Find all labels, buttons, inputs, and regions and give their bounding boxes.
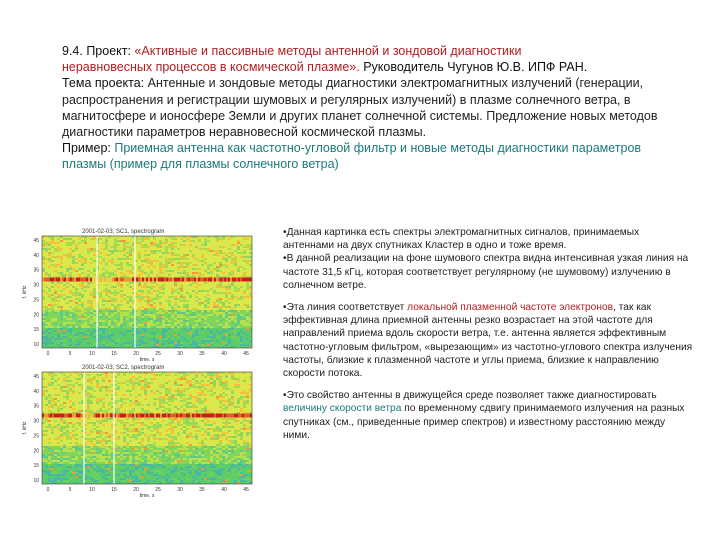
y-axis-label: f, kHz: [22, 285, 28, 299]
example-label: Пример:: [62, 141, 115, 156]
plasma-line-mark: [178, 413, 180, 417]
project-leader: Руководитель Чугунов Ю.В. ИПФ РАН.: [359, 60, 588, 75]
plasma-line-mark: [104, 413, 106, 417]
plasma-line-mark: [190, 277, 192, 281]
plasma-line-mark: [208, 413, 210, 417]
y-tick-label: 40: [33, 388, 39, 395]
plasma-line-mark: [188, 413, 190, 417]
bullet-4-text-b: по временному сдвигу принимаемого излучения на разных спутниках (см., приведенные пример спектров) и известному расстоянию между ними.: [283, 403, 685, 441]
plasma-line-mark: [82, 277, 84, 281]
plasma-line-mark: [226, 277, 228, 281]
plasma-line-mark: [44, 413, 46, 417]
bullet-4-text-a: •Это свойство антенны в движущейся среде позволяет также диагностировать: [283, 390, 657, 402]
x-tick-label: 5: [68, 351, 72, 357]
plasma-line-mark: [198, 277, 200, 281]
plasma-line-mark: [166, 277, 168, 281]
plasma-line-mark: [210, 277, 212, 281]
plasma-line-mark: [62, 277, 64, 281]
x-axis-label: time, s: [139, 493, 155, 497]
y-tick-label: 10: [33, 478, 39, 484]
plasma-line-mark: [58, 277, 60, 281]
plasma-line-mark: [80, 413, 82, 417]
plasma-line-mark: [222, 277, 224, 281]
plasma-line-mark: [196, 413, 198, 417]
plasma-line-mark: [50, 413, 52, 417]
plasma-line-mark: [116, 277, 118, 281]
plasma-line-mark: [70, 413, 72, 417]
y-axis-label: f, kHz: [22, 421, 28, 435]
spectrogram-sc1-plot: [20, 226, 255, 361]
bullet-4: [283, 389, 693, 442]
plasma-line-mark: [90, 413, 92, 417]
plasma-line-mark: [110, 277, 112, 281]
plasma-line-mark: [132, 277, 134, 281]
plasma-line-mark: [212, 413, 214, 417]
plasma-line-mark: [242, 277, 244, 281]
x-tick-label: 20: [133, 351, 139, 357]
plasma-line-mark: [176, 413, 178, 417]
plasma-line-mark: [128, 413, 130, 417]
plasma-line-mark: [140, 413, 142, 417]
wind-speed-highlight: величину скорости ветра: [283, 403, 402, 415]
plasma-line-mark: [228, 277, 230, 281]
plasma-line-mark: [46, 277, 48, 281]
plasma-line-mark: [240, 413, 242, 417]
plasma-line-mark: [170, 413, 172, 417]
plasma-line-mark: [174, 277, 176, 281]
plasma-line-mark: [212, 277, 214, 281]
plasma-line-mark: [100, 277, 102, 281]
plasma-line-mark: [76, 413, 78, 417]
plasma-line-mark: [64, 413, 66, 417]
plasma-line-mark: [244, 277, 246, 281]
bullet-2: •В данной реализации на фоне шумового спектра видна интенсивная узкая линия на частоте 31,5 кГц, которая соответствует регулярному (не шумовому) излучению в солнечном ветре.: [283, 253, 689, 291]
plasma-line-mark: [180, 413, 182, 417]
plasma-line-mark: [150, 277, 152, 281]
plasma-line-mark: [116, 413, 118, 417]
plasma-line-mark: [148, 413, 150, 417]
plasma-line-mark: [152, 277, 154, 281]
plasma-line-mark: [234, 413, 236, 417]
plasma-line-mark: [170, 277, 172, 281]
plasma-line-mark: [224, 413, 226, 417]
x-axis-label: time, s: [139, 357, 155, 361]
plasma-line-mark: [50, 277, 52, 281]
plasma-frequency-highlight: локальной плазменной частоте электронов: [407, 302, 614, 314]
plasma-line-mark: [218, 277, 220, 281]
plasma-line-mark: [70, 277, 72, 281]
plasma-line-mark: [214, 413, 216, 417]
plasma-line-mark: [186, 277, 188, 281]
plasma-line-mark: [124, 277, 126, 281]
plasma-line-mark: [214, 277, 216, 281]
plasma-line-mark: [160, 277, 162, 281]
y-tick-label: 35: [33, 267, 39, 274]
plasma-line-mark: [46, 413, 48, 417]
plasma-line-mark: [230, 413, 232, 417]
plasma-line-mark: [124, 413, 126, 417]
plasma-line-mark: [118, 413, 120, 417]
x-tick-label: 10: [89, 351, 95, 357]
plasma-line-mark: [248, 277, 250, 281]
y-tick-label: 15: [33, 463, 39, 470]
plasma-line-mark: [60, 277, 62, 281]
plasma-line-mark: [208, 277, 210, 281]
spectrogram-title: 2001-02-03, SC2, spectrogram: [82, 365, 165, 371]
plasma-line-mark: [58, 413, 60, 417]
plasma-line-mark: [194, 413, 196, 417]
plasma-line-mark: [162, 277, 164, 281]
plasma-line-mark: [164, 413, 166, 417]
plasma-line-mark: [102, 413, 104, 417]
plasma-line-mark: [160, 413, 162, 417]
plasma-line-mark: [104, 277, 106, 281]
x-tick-label: 30: [177, 351, 183, 357]
plasma-line-mark: [198, 413, 200, 417]
plasma-line-mark: [230, 277, 232, 281]
plasma-line-mark: [122, 277, 124, 281]
spectrogram-title: 2001-02-03, SC1, spectrogram: [82, 229, 165, 235]
plasma-line-mark: [158, 413, 160, 417]
plasma-line-mark: [184, 277, 186, 281]
x-tick-label: 0: [46, 487, 50, 493]
example-text: Приемная антенна как частотно-угловой фильтр и новые методы диагностики параметров плазмы (пример для плазмы солнечного ветра): [62, 141, 642, 172]
plasma-line-mark: [112, 277, 114, 281]
plasma-line-mark: [56, 277, 58, 281]
plasma-line-mark: [86, 277, 88, 281]
plasma-line-mark: [188, 277, 190, 281]
plasma-line-mark: [120, 413, 122, 417]
y-tick-label: 45: [33, 238, 39, 244]
plasma-line-mark: [244, 413, 246, 417]
plasma-line-mark: [148, 277, 150, 281]
plasma-line-mark: [110, 413, 112, 417]
plasma-line-mark: [164, 277, 166, 281]
plasma-line-mark: [62, 413, 64, 417]
y-tick-label: 20: [33, 312, 39, 319]
plasma-line-mark: [142, 277, 144, 281]
plasma-line-mark: [142, 413, 144, 417]
plasma-line-mark: [246, 413, 248, 417]
plasma-line-mark: [64, 277, 66, 281]
plasma-line-mark: [130, 277, 132, 281]
plasma-line-mark: [226, 413, 228, 417]
spectrogram-sc1: [20, 226, 255, 361]
plasma-line-mark: [72, 277, 74, 281]
plasma-line-mark: [54, 277, 56, 281]
plasma-line-mark: [44, 277, 46, 281]
bullet-3-text-b: , так как эффективная длина приемной антенны резко возрастает на этой частоте для направлений приема вдоль скорости ветра, т.е. антенна является эффективным частотно-угловым фильтром, «вырезающим» из частотно-углового спектра излучения частоты, близкие к плазменной частоте и углы приема, близкие к направлению скорости потока.: [283, 302, 693, 380]
plasma-line-mark: [48, 277, 50, 281]
plasma-line-mark: [66, 277, 68, 281]
y-tick-label: 30: [33, 282, 39, 289]
plasma-line-mark: [172, 413, 174, 417]
plasma-line-mark: [56, 413, 58, 417]
plasma-line-mark: [60, 413, 62, 417]
plasma-line-mark: [136, 277, 138, 281]
plasma-line-mark: [196, 277, 198, 281]
x-tick-label: 25: [155, 487, 161, 493]
plasma-line-mark: [174, 413, 176, 417]
plasma-line-mark: [72, 413, 74, 417]
plasma-line-mark: [106, 413, 108, 417]
plasma-line-mark: [78, 413, 80, 417]
plasma-line-mark: [138, 277, 140, 281]
x-tick-label: 15: [111, 351, 117, 357]
theme-text: Антенные и зондовые методы диагностики электромагнитных излучений (генерации, распространения и регистрации шумовых и регулярных излучений) в плазме солнечного ветра, в магнитосфере и ионосфере Земли и других планет солнечной системы. Предложение новых методов диагностики параметров неравновесной космической плазмы.: [62, 76, 658, 140]
plasma-line-mark: [126, 413, 128, 417]
bullet-3-text-a: •Эта линия соответствует: [283, 302, 408, 314]
plasma-line-mark: [144, 413, 146, 417]
plasma-line-mark: [150, 413, 152, 417]
plasma-line-mark: [234, 277, 236, 281]
plasma-line-mark: [52, 413, 54, 417]
plasma-line-mark: [108, 277, 110, 281]
plasma-line-mark: [220, 413, 222, 417]
plasma-line-mark: [172, 277, 174, 281]
plasma-line-mark: [130, 413, 132, 417]
plasma-line-mark: [166, 413, 168, 417]
plasma-line-mark: [120, 277, 122, 281]
plasma-line-mark: [236, 413, 238, 417]
y-tick-label: 30: [33, 418, 39, 425]
plasma-line-mark: [224, 277, 226, 281]
plasma-line-mark: [106, 277, 108, 281]
y-tick-label: 45: [33, 374, 39, 380]
plasma-line-mark: [204, 277, 206, 281]
x-tick-label: 40: [221, 487, 227, 493]
project-title-line2: неравновесных процессов в космической плазме».: [62, 60, 360, 75]
plasma-line-mark: [186, 413, 188, 417]
plasma-line-mark: [74, 413, 76, 417]
plasma-line-mark: [68, 413, 70, 417]
theme-label: Тема проекта:: [62, 76, 148, 91]
plasma-line-mark: [92, 413, 94, 417]
plasma-line-mark: [134, 413, 136, 417]
project-title-line1: «Активные и пассивные методы антенной и зондовой диагностики: [134, 44, 522, 58]
plasma-line-mark: [156, 277, 158, 281]
plasma-line-mark: [136, 413, 138, 417]
x-tick-label: 35: [199, 487, 205, 493]
plasma-line-mark: [126, 277, 128, 281]
plasma-line-mark: [168, 277, 170, 281]
y-tick-label: 10: [33, 342, 39, 348]
plasma-line-mark: [96, 413, 98, 417]
plasma-line-mark: [66, 413, 68, 417]
x-tick-label: 45: [243, 351, 249, 357]
x-tick-label: 30: [177, 487, 183, 493]
plasma-line-mark: [114, 277, 116, 281]
plasma-line-mark: [68, 277, 70, 281]
plasma-line-mark: [140, 277, 142, 281]
plasma-line-mark: [132, 413, 134, 417]
y-tick-label: 35: [33, 403, 39, 410]
y-tick-label: 40: [33, 252, 39, 259]
plasma-line-mark: [98, 413, 100, 417]
plasma-line-mark: [210, 413, 212, 417]
plasma-line-mark: [194, 277, 196, 281]
plasma-line-mark: [180, 277, 182, 281]
plasma-line-mark: [156, 413, 158, 417]
plasma-line-mark: [146, 277, 148, 281]
x-tick-label: 45: [243, 487, 249, 493]
x-tick-label: 0: [46, 351, 50, 357]
plasma-line-mark: [184, 413, 186, 417]
x-tick-label: 40: [221, 351, 227, 357]
x-tick-label: 35: [199, 351, 205, 357]
plasma-line-mark: [182, 277, 184, 281]
y-tick-label: 25: [33, 433, 39, 440]
plasma-line-mark: [238, 413, 240, 417]
bullet-1: •Данная картинка есть спектры электромагнитных сигналов, принимаемых антеннами на двух спутниках Кластер в одно и тоже время.: [283, 227, 640, 252]
project-header: [62, 43, 662, 173]
plasma-line-mark: [162, 413, 164, 417]
plasma-line-mark: [48, 413, 50, 417]
plasma-line-mark: [78, 277, 80, 281]
y-tick-label: 20: [33, 448, 39, 455]
plasma-line-mark: [128, 277, 130, 281]
bullet-list: [283, 226, 693, 451]
plasma-line-mark: [178, 277, 180, 281]
plasma-line-mark: [242, 413, 244, 417]
plasma-line-mark: [182, 413, 184, 417]
plasma-line-mark: [246, 277, 248, 281]
plasma-line-mark: [202, 277, 204, 281]
y-tick-label: 25: [33, 297, 39, 304]
plasma-line-mark: [222, 413, 224, 417]
plasma-line-mark: [206, 277, 208, 281]
plasma-line-mark: [54, 413, 56, 417]
plasma-line-mark: [216, 413, 218, 417]
x-tick-label: 15: [111, 487, 117, 493]
plasma-line-mark: [80, 277, 82, 281]
plasma-line-mark: [122, 413, 124, 417]
plasma-line-mark: [200, 413, 202, 417]
plasma-line-mark: [74, 277, 76, 281]
plasma-line-mark: [236, 277, 238, 281]
plasma-line-mark: [152, 413, 154, 417]
x-tick-label: 25: [155, 351, 161, 357]
plasma-line-mark: [102, 277, 104, 281]
plasma-line-mark: [154, 277, 156, 281]
plasma-line-mark: [158, 277, 160, 281]
plasma-line-mark: [92, 277, 94, 281]
spectrogram-sc2-plot: [20, 362, 255, 497]
plasma-line-mark: [200, 277, 202, 281]
plasma-line-mark: [218, 413, 220, 417]
plasma-line-mark: [232, 277, 234, 281]
plasma-line-mark: [154, 413, 156, 417]
plasma-line-mark: [76, 277, 78, 281]
plasma-line-mark: [146, 413, 148, 417]
plasma-line-mark: [168, 413, 170, 417]
bullet-3: [283, 301, 693, 380]
plasma-line-mark: [232, 413, 234, 417]
plasma-line-mark: [88, 413, 90, 417]
spectrogram-sc2: [20, 362, 255, 497]
plasma-line-mark: [98, 277, 100, 281]
plasma-line-mark: [138, 413, 140, 417]
plasma-line-mark: [84, 277, 86, 281]
plasma-line-mark: [248, 413, 250, 417]
x-tick-label: 20: [133, 487, 139, 493]
plasma-line-mark: [192, 277, 194, 281]
plasma-line-mark: [202, 413, 204, 417]
plasma-line-mark: [94, 277, 96, 281]
x-tick-label: 5: [68, 487, 72, 493]
plasma-line-mark: [86, 413, 88, 417]
y-tick-label: 15: [33, 327, 39, 334]
plasma-line-mark: [90, 277, 92, 281]
project-number: 9.4. Проект:: [62, 44, 135, 58]
plasma-line-mark: [52, 277, 54, 281]
plasma-line-mark: [190, 413, 192, 417]
plasma-line-mark: [88, 277, 90, 281]
plasma-line-mark: [94, 413, 96, 417]
plasma-line-mark: [206, 413, 208, 417]
plasma-line-mark: [240, 277, 242, 281]
plasma-line-mark: [228, 413, 230, 417]
plasma-line-mark: [220, 277, 222, 281]
plasma-line-mark: [238, 277, 240, 281]
plasma-line-mark: [192, 413, 194, 417]
plasma-line-mark: [108, 413, 110, 417]
x-tick-label: 10: [89, 487, 95, 493]
plasma-line-mark: [144, 277, 146, 281]
plasma-line-mark: [100, 413, 102, 417]
plasma-line-mark: [204, 413, 206, 417]
plasma-line-mark: [216, 277, 218, 281]
plasma-line-mark: [176, 277, 178, 281]
plasma-line-mark: [118, 277, 120, 281]
